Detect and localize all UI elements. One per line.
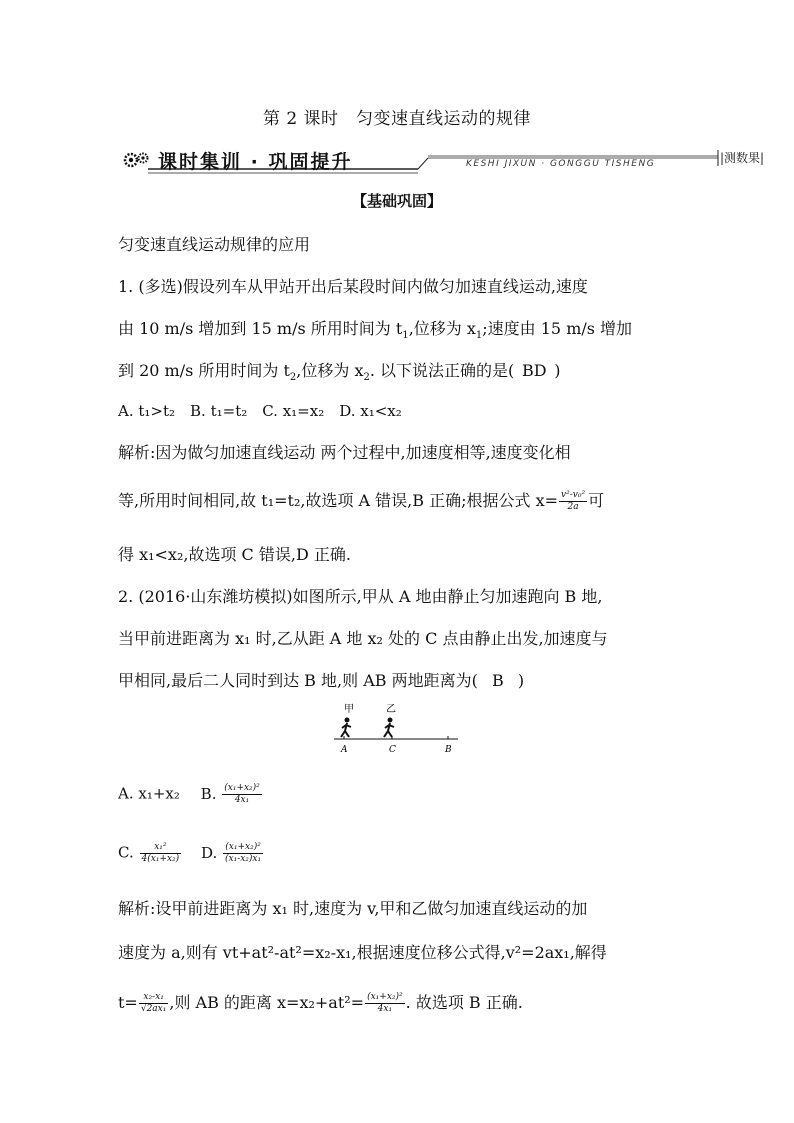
q1-answer: BD xyxy=(522,361,547,380)
banner-english-title: KESHI JIXUN · GONGGU TISHENG xyxy=(466,159,656,169)
q2-option-c-denominator: 4(x₁+x₂) xyxy=(141,854,180,864)
q2-option-c-numerator: x₁² xyxy=(140,842,182,854)
q1-line2-part-b: ,位移为 x xyxy=(408,319,476,338)
q2-options-row-2 xyxy=(118,842,264,865)
q1-line3-part-c: . 以下说法正确的是( xyxy=(369,361,515,380)
q1-solution-line-3: 得 x₁<x₂,故选项 C 错误,D 正确. xyxy=(118,545,351,564)
q2-solution-line-2: 速度为 a,则有 vt+at²-at²=x₂-x₁,根据速度位移公式得,v²=2ax₁,解得 xyxy=(118,943,607,962)
q2-options-row-1 xyxy=(118,783,263,806)
q2-stem-line-2: 当甲前进距离为 x₁ 时,乙从距 A 地 x₂ 处的 C 点由静止出发,加速度与 xyxy=(118,629,608,648)
q2-time-denominator: √2ax₁ xyxy=(140,1004,167,1014)
q1-line2-part-c: ;速度由 15 m/s 增加 xyxy=(482,319,633,338)
q2-option-b-fraction xyxy=(222,783,262,806)
q1-sol2-part-b: 可 xyxy=(588,491,605,510)
banner-tag: |测数果| xyxy=(720,151,765,165)
q2-time-fraction xyxy=(139,992,169,1015)
q1-solution-line-2 xyxy=(118,488,604,513)
point-a-label: A xyxy=(341,745,348,755)
q2-option-a: A. x₁+x₂ xyxy=(118,784,180,803)
q2-option-d-denominator: (x₁-x₂)x₁ xyxy=(225,854,262,864)
point-b-label: B xyxy=(445,745,452,755)
q1-sol2-part-a: 等,所用时间相同,故 t₁=t₂,故选项 A 错误,B 正确;根据公式 x= xyxy=(118,491,559,510)
q2-option-d-label: D. xyxy=(200,843,218,862)
q2-line3-part-b: ) xyxy=(517,671,525,690)
q2-distance-denominator: 4x₁ xyxy=(377,1004,393,1014)
q1-options: A. t₁>t₂ B. t₁=t₂ C. x₁=x₂ D. x₁<x₂ xyxy=(118,402,402,420)
q2-sol3-part-c: . 故选项 B 正确. xyxy=(405,993,523,1012)
runner-jia-icon xyxy=(341,718,351,738)
q2-option-b-numerator: (x₁+x₂)² xyxy=(224,783,260,793)
q1-line3-part-d: ) xyxy=(554,361,561,380)
q2-time-numerator: x₂-x₁ xyxy=(139,992,169,1004)
q2-solution-line-3 xyxy=(118,990,523,1015)
section-heading: 【基础巩固】 xyxy=(351,192,442,210)
runner-diagram xyxy=(330,700,460,762)
q2-line3-part-a: 甲相同,最后二人同时到达 B 地,则 AB 两地距离为( xyxy=(118,671,478,690)
q2-stem-line-1: 2. (2016·山东潍坊模拟)如图所示,甲从 A 地由静止匀加速跑向 B 地, xyxy=(118,587,603,606)
runner-yi-icon xyxy=(384,718,394,738)
q1-line2-part-a: 由 10 m/s 增加到 15 m/s 所用时间为 t xyxy=(118,319,403,338)
point-c-label: C xyxy=(389,745,396,755)
q1-stem-line-3: 到 20 m/s 所用时间为 $t_2$,位移为 $x_2$. 以下说法正确的是( BD ) xyxy=(118,361,561,384)
q2-sol3-part-b: ,则 AB 的距离 x=x₂+at²= xyxy=(169,993,365,1012)
q2-option-c-fraction xyxy=(140,842,182,865)
q1-formula-denominator: 2a xyxy=(567,502,579,512)
q2-option-b-denominator: 4x₁ xyxy=(234,795,250,805)
page-title: 第 2 课时 匀变速直线运动的规律 xyxy=(262,109,532,129)
q2-option-c-label: C. xyxy=(118,843,134,862)
q2-stem-line-3 xyxy=(118,668,524,691)
q2-option-b-label: B. xyxy=(200,784,217,803)
q2-option-d-fraction xyxy=(223,842,263,865)
section-banner xyxy=(118,142,794,178)
label-yi: 乙 xyxy=(386,704,396,715)
banner-chinese-title: 课时集训 · 巩固提升 xyxy=(158,151,353,173)
q1-formula-numerator: v²-v₀² xyxy=(561,490,586,500)
q1-solution-line-1: 解析:因为做匀加速直线运动 两个过程中,加速度相等,速度变化相 xyxy=(118,443,571,462)
q1-line3-part-a: 到 20 m/s 所用时间为 t xyxy=(118,361,290,380)
q2-distance-fraction xyxy=(365,992,405,1015)
label-jia: 甲 xyxy=(344,704,354,715)
topic-line: 匀变速直线运动规律的应用 xyxy=(118,235,311,254)
q1-stem-line-2: 由 10 m/s 增加到 15 m/s 所用时间为 $t_1$,位移为 $x_1$;速度由 15 m/s 增加 xyxy=(118,319,633,342)
q1-formula-fraction xyxy=(559,490,587,513)
q2-answer: B xyxy=(491,671,504,690)
q1-stem-line-1: 1. (多选)假设列车从甲站开出后某段时间内做匀加速直线运动,速度 xyxy=(118,277,588,296)
q2-solution-line-1: 解析:设甲前进距离为 x₁ 时,速度为 v,甲和乙做匀加速直线运动的加 xyxy=(118,899,588,918)
gear-icon xyxy=(122,148,152,170)
q1-line3-part-b: ,位移为 x xyxy=(296,361,364,380)
q2-distance-numerator: (x₁+x₂)² xyxy=(367,992,403,1002)
q2-sol3-part-a: t= xyxy=(118,993,138,1012)
q2-option-d-numerator: (x₁+x₂)² xyxy=(223,842,263,854)
